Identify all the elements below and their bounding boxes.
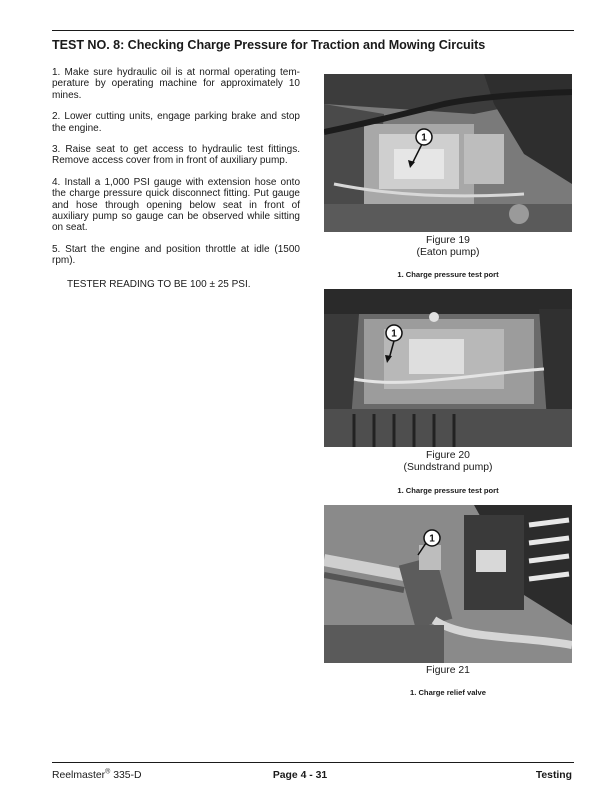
step-3: 3. Raise seat to get access to hydraulic test fittings. Remove access cover from in front of auxiliary pump.: [52, 144, 300, 167]
trademark-symbol: ®: [105, 768, 111, 776]
tester-reading: TESTER READING TO BE 100 ± 25 PSI.: [67, 278, 251, 290]
figure-21-caption: [324, 665, 572, 677]
figure-21-legend: 1. Charge relief valve: [410, 688, 486, 697]
figure-19-legend: 1. Charge pressure test port: [397, 270, 499, 279]
figure-19-number: Figure 19: [426, 235, 470, 246]
figure-19-caption: [324, 235, 572, 260]
figure-20-subtitle: (Sundstrand pump): [403, 462, 493, 474]
step-1: 1. Make sure hydraulic oil is at normal operating tem- perature by operating machine for approximately 10 mines.: [52, 67, 300, 101]
step-4: 4. Install a 1,000 PSI gauge with extension hose onto the charge pressure quick disconnect fitting. Put gauge and hose through opening below seat in front of auxiliary pump so gauge can be observed while sitting on seat.: [52, 176, 300, 234]
figure-callout-number: 1: [421, 132, 427, 144]
figure-20-photo: [324, 289, 572, 447]
figure-20-caption: [324, 450, 572, 475]
figure-21-number: Figure 21: [426, 665, 470, 676]
figure-19-subtitle: (Eaton pump): [416, 247, 480, 259]
figure-callout-number: 1: [391, 328, 397, 340]
step-2: 2. Lower cutting units, engage parking brake and stop the engine.: [52, 111, 300, 134]
procedure-steps: [52, 67, 300, 290]
footer-section: Testing: [535, 770, 572, 781]
footer-product-name: Reelmaster: [52, 770, 106, 781]
step-5: 5. Start the engine and position throttle at idle (1500 rpm).: [52, 243, 300, 267]
bottom-rule: [52, 762, 574, 763]
footer-page-number: Page 4 - 31: [272, 770, 328, 781]
figure-20-number: Figure 20: [426, 450, 470, 461]
figure-21-photo: [324, 505, 572, 663]
footer-model: 335-D: [110, 770, 142, 781]
figure-callout-number: 1: [429, 533, 435, 545]
figure-20-legend: 1. Charge pressure test port: [397, 486, 499, 495]
top-rule: [52, 30, 574, 31]
figure-19-photo: [324, 74, 572, 232]
section-title: TEST NO. 8: Checking Charge Pressure for Traction and Mowing Circuits: [52, 38, 486, 52]
